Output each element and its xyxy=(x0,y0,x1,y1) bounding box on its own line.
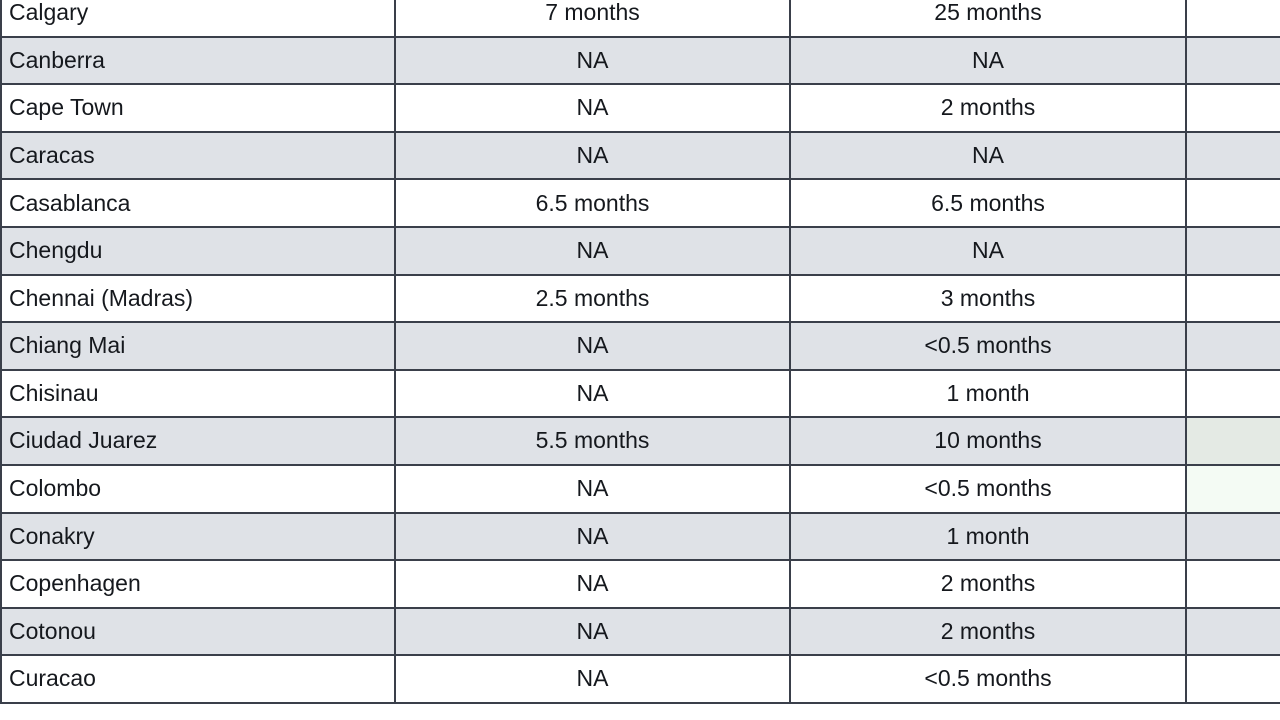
cell-column-a[interactable]: NA xyxy=(395,513,790,561)
cell-column-a[interactable]: NA xyxy=(395,37,790,85)
cell-city[interactable]: Calgary xyxy=(1,0,395,37)
cell-column-a[interactable]: NA xyxy=(395,608,790,656)
cell-column-a[interactable]: NA xyxy=(395,322,790,370)
cell-city[interactable]: Caracas xyxy=(1,132,395,180)
cell-column-c[interactable] xyxy=(1186,513,1280,561)
table-row xyxy=(1,227,1280,275)
cell-column-c[interactable] xyxy=(1186,655,1280,703)
cell-column-c[interactable] xyxy=(1186,37,1280,85)
cell-column-b[interactable]: <0.5 months xyxy=(790,465,1186,513)
cell-city[interactable]: Copenhagen xyxy=(1,560,395,608)
table-row xyxy=(1,465,1280,513)
cell-column-c[interactable] xyxy=(1186,608,1280,656)
cell-city[interactable]: Chiang Mai xyxy=(1,322,395,370)
cell-column-c[interactable] xyxy=(1186,370,1280,418)
table-row xyxy=(1,322,1280,370)
cell-column-c[interactable] xyxy=(1186,275,1280,323)
table-row xyxy=(1,608,1280,656)
cell-column-b[interactable]: 3 months xyxy=(790,275,1186,323)
cell-city[interactable]: Chengdu xyxy=(1,227,395,275)
cell-column-c[interactable] xyxy=(1186,179,1280,227)
cell-city[interactable]: Curacao xyxy=(1,655,395,703)
cell-column-b[interactable]: NA xyxy=(790,37,1186,85)
cell-column-b[interactable]: 2 months xyxy=(790,608,1186,656)
table-row xyxy=(1,560,1280,608)
table-row xyxy=(1,179,1280,227)
cell-column-b[interactable]: <0.5 months xyxy=(790,322,1186,370)
cell-city[interactable]: Canberra xyxy=(1,37,395,85)
cell-column-c[interactable] xyxy=(1186,132,1280,180)
cell-column-c[interactable] xyxy=(1186,84,1280,132)
cell-column-b[interactable]: 1 month xyxy=(790,513,1186,561)
cell-column-c[interactable] xyxy=(1186,322,1280,370)
cell-column-a[interactable]: 5.5 months xyxy=(395,417,790,465)
cell-column-b[interactable]: 2 months xyxy=(790,84,1186,132)
cell-column-a[interactable]: 7 months xyxy=(395,0,790,37)
cell-column-c[interactable] xyxy=(1186,560,1280,608)
cell-column-b[interactable]: 10 months xyxy=(790,417,1186,465)
cell-column-a[interactable]: NA xyxy=(395,227,790,275)
table-row xyxy=(1,132,1280,180)
cell-city[interactable]: Casablanca xyxy=(1,179,395,227)
table-body xyxy=(1,0,1280,703)
cell-city[interactable]: Chennai (Madras) xyxy=(1,275,395,323)
cell-column-a[interactable]: NA xyxy=(395,132,790,180)
table-row xyxy=(1,84,1280,132)
cell-city[interactable]: Cotonou xyxy=(1,608,395,656)
cell-column-b[interactable]: <0.5 months xyxy=(790,655,1186,703)
cell-city[interactable]: Colombo xyxy=(1,465,395,513)
cell-column-c[interactable] xyxy=(1186,465,1280,513)
cell-column-b[interactable]: NA xyxy=(790,132,1186,180)
table-row xyxy=(1,417,1280,465)
cell-column-a[interactable]: NA xyxy=(395,560,790,608)
cell-column-b[interactable]: 2 months xyxy=(790,560,1186,608)
table-row xyxy=(1,513,1280,561)
cell-column-a[interactable]: NA xyxy=(395,370,790,418)
table-row xyxy=(1,37,1280,85)
cell-city[interactable]: Chisinau xyxy=(1,370,395,418)
cell-column-b[interactable]: 1 month xyxy=(790,370,1186,418)
cell-city[interactable]: Conakry xyxy=(1,513,395,561)
table-row xyxy=(1,655,1280,703)
cell-column-a[interactable]: 2.5 months xyxy=(395,275,790,323)
cell-city[interactable]: Ciudad Juarez xyxy=(1,417,395,465)
cell-column-c[interactable] xyxy=(1186,0,1280,37)
cell-column-b[interactable]: 6.5 months xyxy=(790,179,1186,227)
cell-column-b[interactable]: NA xyxy=(790,227,1186,275)
cell-column-a[interactable]: NA xyxy=(395,655,790,703)
cell-column-a[interactable]: 6.5 months xyxy=(395,179,790,227)
cell-city[interactable]: Cape Town xyxy=(1,84,395,132)
cell-column-b[interactable]: 25 months xyxy=(790,0,1186,37)
table-row xyxy=(1,0,1280,37)
cell-column-c[interactable] xyxy=(1186,227,1280,275)
table-row xyxy=(1,275,1280,323)
cell-column-a[interactable]: NA xyxy=(395,465,790,513)
cell-column-a[interactable]: NA xyxy=(395,84,790,132)
cell-column-c[interactable] xyxy=(1186,417,1280,465)
table-row xyxy=(1,370,1280,418)
